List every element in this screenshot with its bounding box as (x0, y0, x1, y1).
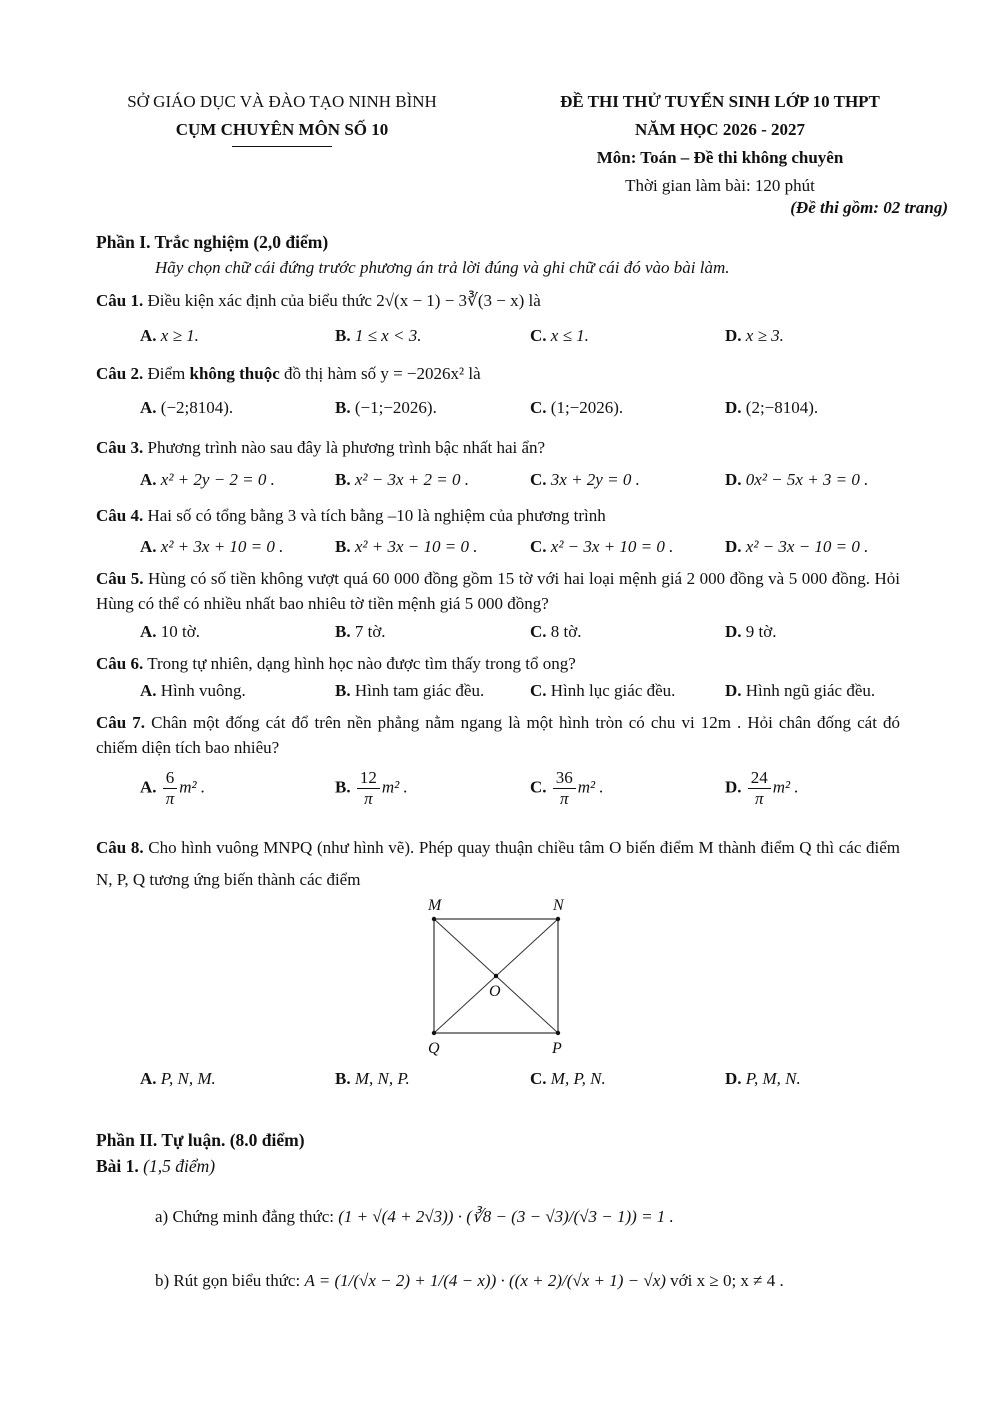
subject: Môn: Toán – Đề thi không chuyên (596, 148, 844, 167)
option-d[interactable]: D. P, M, N. (725, 1069, 801, 1088)
question-text: Điều kiện xác định của biểu thức 2√(x − 1) − 3∛(3 − x) là (147, 291, 541, 310)
option-d[interactable]: D. x ≥ 3. (725, 326, 784, 345)
bai1-heading: Bài 1. (1,5 điểm) (96, 1156, 216, 1176)
option-b[interactable]: B. M, N, P. (335, 1069, 410, 1088)
option-b[interactable]: B. Hình tam giác đều. (335, 681, 485, 700)
option-c[interactable]: C. 3x + 2y = 0 . (530, 470, 640, 489)
header-underline (232, 146, 332, 147)
header-left (92, 88, 472, 147)
options-8 (140, 1069, 920, 1097)
school-year: NĂM HỌC 2026 - 2027 (635, 120, 805, 139)
exam-title: ĐỀ THI THỬ TUYỂN SINH LỚP 10 THPT (560, 92, 880, 111)
question-2: Câu 2. Điểm không thuộc đồ thị hàm số y = −2026x² là (96, 364, 481, 383)
option-b[interactable]: B. 1 ≤ x < 3. (335, 326, 422, 345)
option-c[interactable]: C. Hình lục giác đều. (530, 681, 676, 700)
bai1-b (155, 1268, 784, 1294)
label-o: O (489, 983, 501, 1000)
pages-note: (Đề thi gồm: 02 trang) (790, 198, 948, 217)
option-d[interactable]: D. $\frac{24}{\pi}$ m² . (725, 768, 799, 808)
question-7: Câu 7. Chân một đống cát đổ trên nền phẳng nằm ngang là một hình tròn có chu vi 12m . Hỏi chân đống cát đó chiếm diện tích bao nhiêu? (96, 713, 900, 757)
question-4: Câu 4. Hai số có tổng bằng 3 và tích bằng –10 là nghiệm của phương trình (96, 506, 606, 525)
label-q: Q (428, 1040, 440, 1057)
label-m: M (428, 897, 442, 914)
label-n: N (553, 897, 564, 914)
options-3 (140, 470, 920, 498)
option-c[interactable]: C. 8 tờ. (530, 622, 582, 641)
vertex-q (432, 1031, 436, 1035)
question-1 (96, 288, 900, 313)
bai1-a-expression: (1 + √(4 + 2√3)) · (∛8 − (3 − √3)/(√3 − 1)) = 1 . (338, 1207, 674, 1226)
option-b[interactable]: B. x² − 3x + 2 = 0 . (335, 470, 469, 489)
vertex-n (556, 917, 560, 921)
option-a[interactable]: A. x² + 3x + 10 = 0 . (140, 537, 284, 556)
option-b[interactable]: B. $\frac{12}{\pi}$ m² . (335, 768, 408, 808)
option-d[interactable]: D. 0x² − 5x + 3 = 0 . (725, 470, 869, 489)
option-b[interactable]: B. x² + 3x − 10 = 0 . (335, 537, 478, 556)
department-name: SỞ GIÁO DỤC VÀ ĐÀO TẠO NINH BÌNH (127, 92, 437, 111)
part1-instruction: Hãy chọn chữ cái đứng trước phương án trả lời đúng và ghi chữ cái đó vào bài làm. (155, 258, 730, 277)
options-6 (140, 681, 920, 709)
bai1-a-label: a) Chứng minh đẳng thức: (155, 1207, 334, 1226)
square-figure (410, 895, 590, 1060)
options-5 (140, 622, 920, 650)
option-a[interactable]: A. Hình vuông. (140, 681, 246, 700)
options-1 (140, 326, 920, 354)
options-4 (140, 537, 920, 565)
question-5: Câu 5. Hùng có số tiền không vượt quá 60 000 đồng gồm 15 tờ với hai loại mệnh giá 2 000 đồng và 5 000 đồng. Hỏi Hùng có thể có nhiều nhất bao nhiêu tờ tiền mệnh giá 5 000 đồng? (96, 569, 900, 613)
option-c[interactable]: C. x ≤ 1. (530, 326, 589, 345)
option-a[interactable]: A. P, N, M. (140, 1069, 216, 1088)
vertex-p (556, 1031, 560, 1035)
option-a[interactable]: A. x ≥ 1. (140, 326, 199, 345)
option-c[interactable]: C. x² − 3x + 10 = 0 . (530, 537, 674, 556)
bai1-b-condition: với x ≥ 0; x ≠ 4 . (670, 1271, 784, 1290)
header-right (500, 88, 940, 200)
part2-title: Phần II. Tự luận. (8.0 điểm) (96, 1130, 305, 1150)
option-a[interactable]: A. $\frac{6}{\pi}$ m² . (140, 768, 206, 808)
question-6: Câu 6. Trong tự nhiên, dạng hình học nào được tìm thấy trong tổ ong? (96, 654, 576, 673)
option-a[interactable]: A. x² + 2y − 2 = 0 . (140, 470, 275, 489)
label-p: P (552, 1040, 562, 1057)
option-b[interactable]: B. (−1;−2026). (335, 398, 437, 417)
option-a[interactable]: A. 10 tờ. (140, 622, 200, 641)
option-d[interactable]: D. x² − 3x − 10 = 0 . (725, 537, 869, 556)
bai1-b-label: b) Rút gọn biểu thức: (155, 1271, 301, 1290)
option-b[interactable]: B. 7 tờ. (335, 622, 386, 641)
time-allowed: Thời gian làm bài: 120 phút (625, 176, 815, 195)
bai1-b-expression: A = (1/(√x − 2) + 1/(4 − x)) · ((x + 2)/(√x + 1) − √x) (304, 1271, 666, 1290)
options-7 (140, 768, 920, 814)
question-3: Câu 3. Phương trình nào sau đây là phương trình bậc nhất hai ẩn? (96, 438, 546, 457)
option-c[interactable]: C. M, P, N. (530, 1069, 606, 1088)
vertex-m (432, 917, 436, 921)
question-8: Câu 8. Cho hình vuông MNPQ (như hình vẽ). Phép quay thuận chiều tâm O biến điểm M thành điểm Q thì các điểm N, P, Q tương ứng biến thành các điểm (96, 838, 901, 889)
center-o (494, 974, 498, 978)
option-d[interactable]: D. Hình ngũ giác đều. (725, 681, 876, 700)
option-c[interactable]: C. $\frac{36}{\pi}$ m² . (530, 768, 604, 808)
options-2 (140, 398, 920, 426)
option-d[interactable]: D. (2;−8104). (725, 398, 819, 417)
question-label: Câu 1. (96, 291, 144, 310)
option-c[interactable]: C. (1;−2026). (530, 398, 624, 417)
option-a[interactable]: A. (−2;8104). (140, 398, 234, 417)
option-d[interactable]: D. 9 tờ. (725, 622, 777, 641)
bai1-a (155, 1204, 674, 1230)
part1-title: Phần I. Trắc nghiệm (2,0 điểm) (96, 232, 329, 252)
cluster-name: CỤM CHUYÊN MÔN SỐ 10 (175, 120, 389, 139)
